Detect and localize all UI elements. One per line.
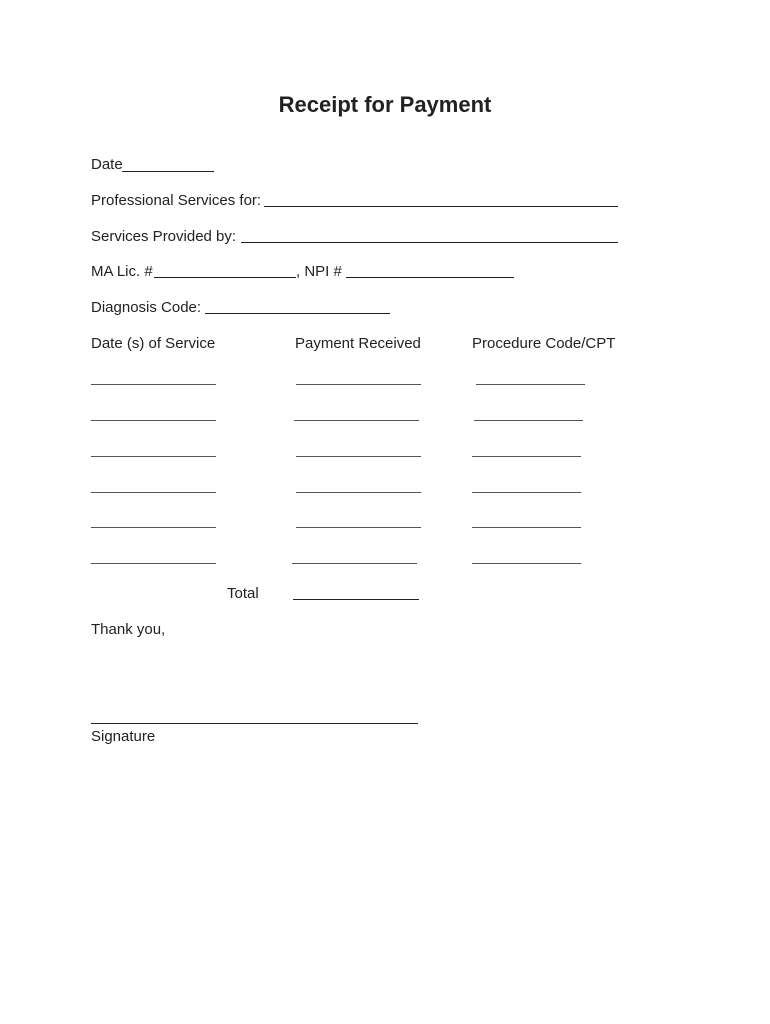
ma-lic-label: MA Lic. # — [91, 263, 153, 280]
service-row-6-date-line[interactable] — [91, 563, 216, 564]
professional-services-label: Professional Services for: — [91, 192, 262, 209]
total-line[interactable] — [293, 599, 419, 600]
signature-label: Signature — [91, 728, 156, 745]
total-label: Total — [227, 585, 259, 602]
service-row-1-payment-line[interactable] — [296, 384, 421, 385]
services-provided-line[interactable] — [241, 242, 618, 243]
service-row-3-payment-line[interactable] — [296, 456, 421, 457]
diagnosis-code-label: Diagnosis Code: — [91, 299, 202, 316]
service-row-2-date-line[interactable] — [91, 420, 216, 421]
ma-lic-line[interactable] — [154, 277, 296, 278]
service-row-3-procedure-line[interactable] — [472, 456, 581, 457]
service-row-6-payment-line[interactable] — [292, 563, 417, 564]
service-row-1-procedure-line[interactable] — [476, 384, 585, 385]
diagnosis-code-line[interactable] — [205, 313, 390, 314]
column-header-date-of-service: Date (s) of Service — [91, 335, 216, 352]
service-row-2-payment-line[interactable] — [294, 420, 419, 421]
service-row-1-date-line[interactable] — [91, 384, 216, 385]
receipt-title: Receipt for Payment — [278, 92, 492, 117]
service-row-2-procedure-line[interactable] — [474, 420, 583, 421]
column-header-procedure-code: Procedure Code/CPT — [472, 335, 616, 352]
npi-line[interactable] — [346, 277, 514, 278]
service-row-6-procedure-line[interactable] — [472, 563, 581, 564]
column-header-payment-received: Payment Received — [295, 335, 421, 352]
date-label: Date — [91, 156, 123, 173]
npi-label: , NPI # — [296, 263, 342, 280]
service-row-4-procedure-line[interactable] — [472, 492, 581, 493]
professional-services-line[interactable] — [264, 206, 618, 207]
service-row-3-date-line[interactable] — [91, 456, 216, 457]
signature-line[interactable] — [91, 723, 418, 724]
services-provided-label: Services Provided by: — [91, 228, 237, 245]
date-line[interactable] — [122, 171, 214, 172]
thank-you-text: Thank you, — [91, 621, 166, 638]
service-row-4-payment-line[interactable] — [296, 492, 421, 493]
service-row-5-date-line[interactable] — [91, 527, 216, 528]
service-row-5-payment-line[interactable] — [296, 527, 421, 528]
service-row-5-procedure-line[interactable] — [472, 527, 581, 528]
service-row-4-date-line[interactable] — [91, 492, 216, 493]
